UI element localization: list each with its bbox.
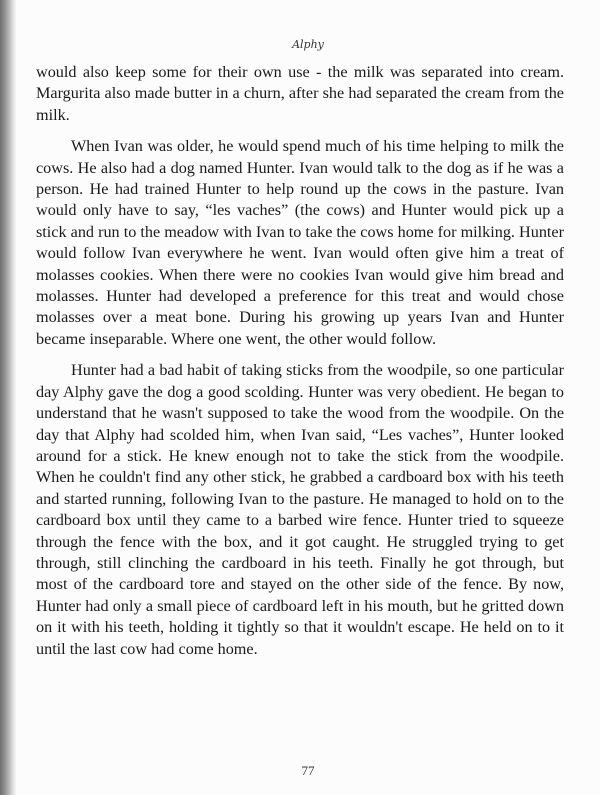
page-body xyxy=(36,62,564,660)
book-spine-shadow xyxy=(0,0,16,795)
book-page xyxy=(16,0,600,795)
page-number: 77 xyxy=(301,763,315,778)
paragraph-hunter-sticks: Hunter had a bad habit of taking sticks from the woodpile, so one particular day Alphy gave the dog a good scolding. Hunter was very obedient. He began to understand that he wasn't supposed to take the wood from the woodpile. On the day that Alphy had scolded him, when Ivan said, “Les vaches”, Hunter looked around for a stick. He knew enough not to take the stick from the woodpile. When he couldn't find any other stick, he grabbed a cardboard box with his teeth and started running, following Ivan to the pasture. He managed to hold on to the cardboard box until they came to a barbed wire fence. Hunter tried to squeeze through the fence with the box, and it got caught. He struggled trying to get through, still clinching the cardboard in his teeth. Finally he got through, but most of the cardboard tore and stayed on the other side of the fence. By now, Hunter had only a small piece of cardboard left in his mouth, but he gritted down on it with his teeth, holding it tightly so that it wouldn't escape. He held on to it until the last cow had come home. xyxy=(36,361,564,658)
paragraph-ivan-helping: When Ivan was older, he would spend much of his time helping to milk the cows. He also had a dog named Hunter. Ivan would talk to the dog as if he was a person. He had trained Hunter to help round up the cows in the pasture. Ivan would only have to say, “les vaches” (the cows) and Hunter would pick up a stick and run to the meadow with Ivan to take the cows home for milking. Hunter would follow Ivan everywhere he went. Ivan would often give him a treat of molasses cookies. When there were no cookies Ivan would give him bread and molasses. Hunter had developed a preference for this treat and would chose molasses over a meat bone. During his growing up years Ivan and Hunter became inseparable. Where one went, the other would follow. xyxy=(36,137,564,348)
running-header: Alphy xyxy=(292,38,324,51)
paragraph-continued: would also keep some for their own use - the milk was separated into cream. Margurita also made butter in a churn, after she had separated the cream from the milk. xyxy=(36,63,564,124)
